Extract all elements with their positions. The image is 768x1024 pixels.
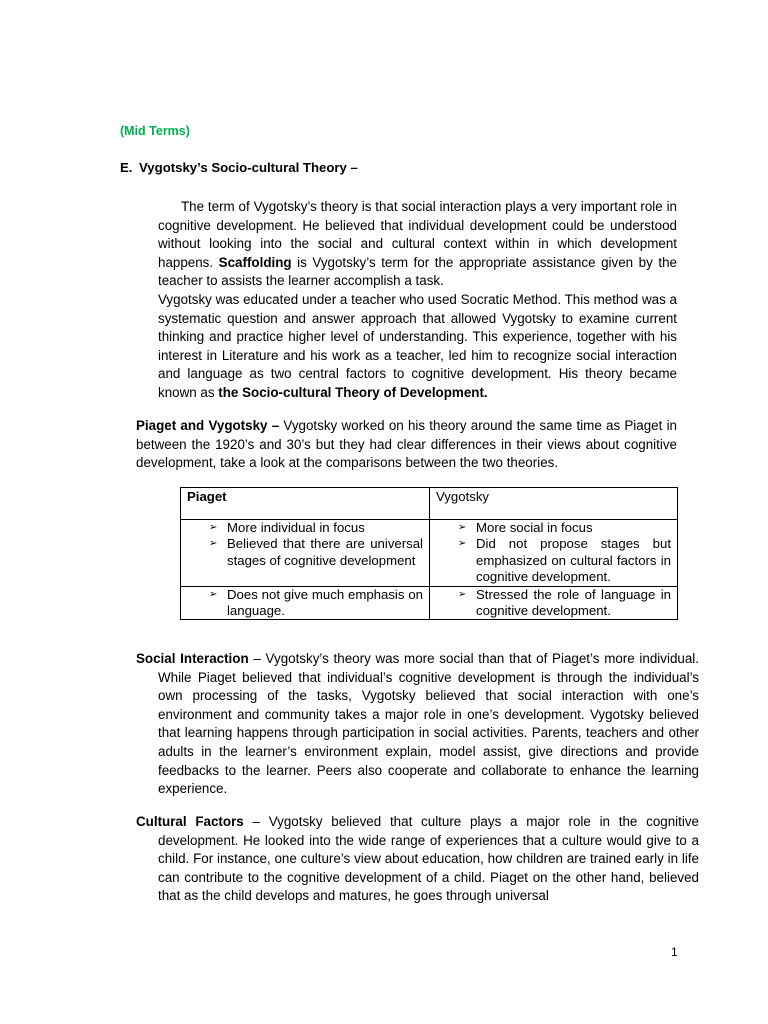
table-row (181, 520, 678, 587)
header-piaget-text: Piaget (187, 489, 227, 504)
list-item (187, 520, 423, 536)
table-cell-vygotsky (430, 520, 678, 587)
table-cell-vygotsky (430, 586, 678, 620)
arrow-bullet-icon: ➢ (458, 538, 467, 550)
social-interaction-text: – Vygotsky’s theory was more social than that of Piaget’s more individual. While Piaget believed that individual’s cognitive development is through the individual’s own processing of the tasks, Vygotsky believed that social interaction with one’s environment and community takes a major role in one’s development. Vygotsky believed that learning happens through participation in social activities. Parents, teachers and other adults in the learner’s environment explain, model assist, give directions and provide feedbacks to the learner. Peers also cooperate and collaborate to enhance the learning experience. (158, 651, 699, 797)
table-header-row (181, 488, 678, 520)
intro-paragraph-1 (158, 198, 677, 291)
table-cell-piaget (181, 520, 430, 587)
page-number: 1 (671, 945, 678, 959)
table-cell-piaget (181, 586, 430, 620)
arrow-bullet-icon: ➢ (209, 538, 218, 550)
theory-name: the Socio-cultural Theory of Development. (218, 384, 488, 400)
list-item (436, 587, 671, 620)
social-interaction-paragraph (136, 650, 699, 799)
arrow-bullet-icon: ➢ (458, 522, 467, 533)
piaget-vygotsky-lead: Piaget and Vygotsky – (136, 418, 280, 433)
intro-p1-text: The term of Vygotsky’s theory is that social interaction plays a very important role in cognitive development. He believed that individual development could be understood without looking into the social and cultural context within in which development happens. (158, 199, 677, 270)
arrow-bullet-icon: ➢ (209, 588, 218, 600)
section-letter: E. (120, 160, 133, 175)
section-title: Vygotsky’s Socio-cultural Theory – (139, 160, 358, 175)
cultural-factors-lead: Cultural Factors (136, 814, 244, 829)
list-item-text: More social in focus (476, 520, 593, 535)
list-item-text: Does not give much emphasis on language. (227, 586, 423, 619)
mid-terms-label: (Mid Terms) (120, 124, 190, 138)
comparison-table (180, 487, 678, 620)
header-piaget (181, 488, 430, 520)
section-heading (120, 160, 358, 175)
list-item (187, 536, 423, 569)
piaget-vygotsky-text: Vygotsky worked on his theory around the same time as Piaget in between the 1920’s and 30’s but they had clear differences in their views about cognitive development, take a look at the comparisons between the two theories. (136, 418, 677, 471)
scaffolding-term: Scaffolding (218, 254, 292, 270)
cultural-factors-text: – Vygotsky believed that culture plays a major role in the cognitive development. He looked into the wide range of experiences that a culture would give to a child. For instance, one culture’s view about education, how children are trained early in life can contribute to the cognitive development of a child. Piaget on the other hand, believed that as the child develops and matures, he goes through universal (158, 814, 699, 904)
arrow-bullet-icon: ➢ (209, 522, 218, 533)
intro-p2-text: Vygotsky was educated under a teacher who used Socratic Method. This method was a systematic question and answer approach that allowed Vygotsky to examine current thinking and practice higher level of understanding. This experience, together with his interest in Literature and his work as a teacher, led him to recognize social interaction and language as two central factors to cognitive development. His theory became known as (158, 292, 677, 400)
header-vygotsky: Vygotsky (430, 488, 678, 520)
list-item (187, 587, 423, 620)
list-item (436, 520, 671, 536)
list-item-text: Did not propose stages but emphasized on cultural factors in cognitive development. (476, 536, 671, 585)
cultural-factors-paragraph (136, 813, 699, 906)
intro-paragraph-2 (158, 291, 677, 403)
arrow-bullet-icon: ➢ (458, 588, 467, 600)
list-item-text: Stressed the role of language in cognitive development. (476, 586, 671, 619)
list-item-text: More individual in focus (227, 520, 365, 535)
piaget-vygotsky-paragraph (136, 417, 677, 473)
intro-p1-text-end: is Vygotsky’s term for the appropriate assistance given by the teacher to assists the learner accomplish a task. (158, 254, 677, 289)
social-interaction-lead: Social Interaction (136, 651, 249, 666)
table-row (181, 586, 678, 620)
list-item-text: Believed that there are universal stages of cognitive development (227, 536, 423, 568)
list-item (436, 536, 671, 585)
